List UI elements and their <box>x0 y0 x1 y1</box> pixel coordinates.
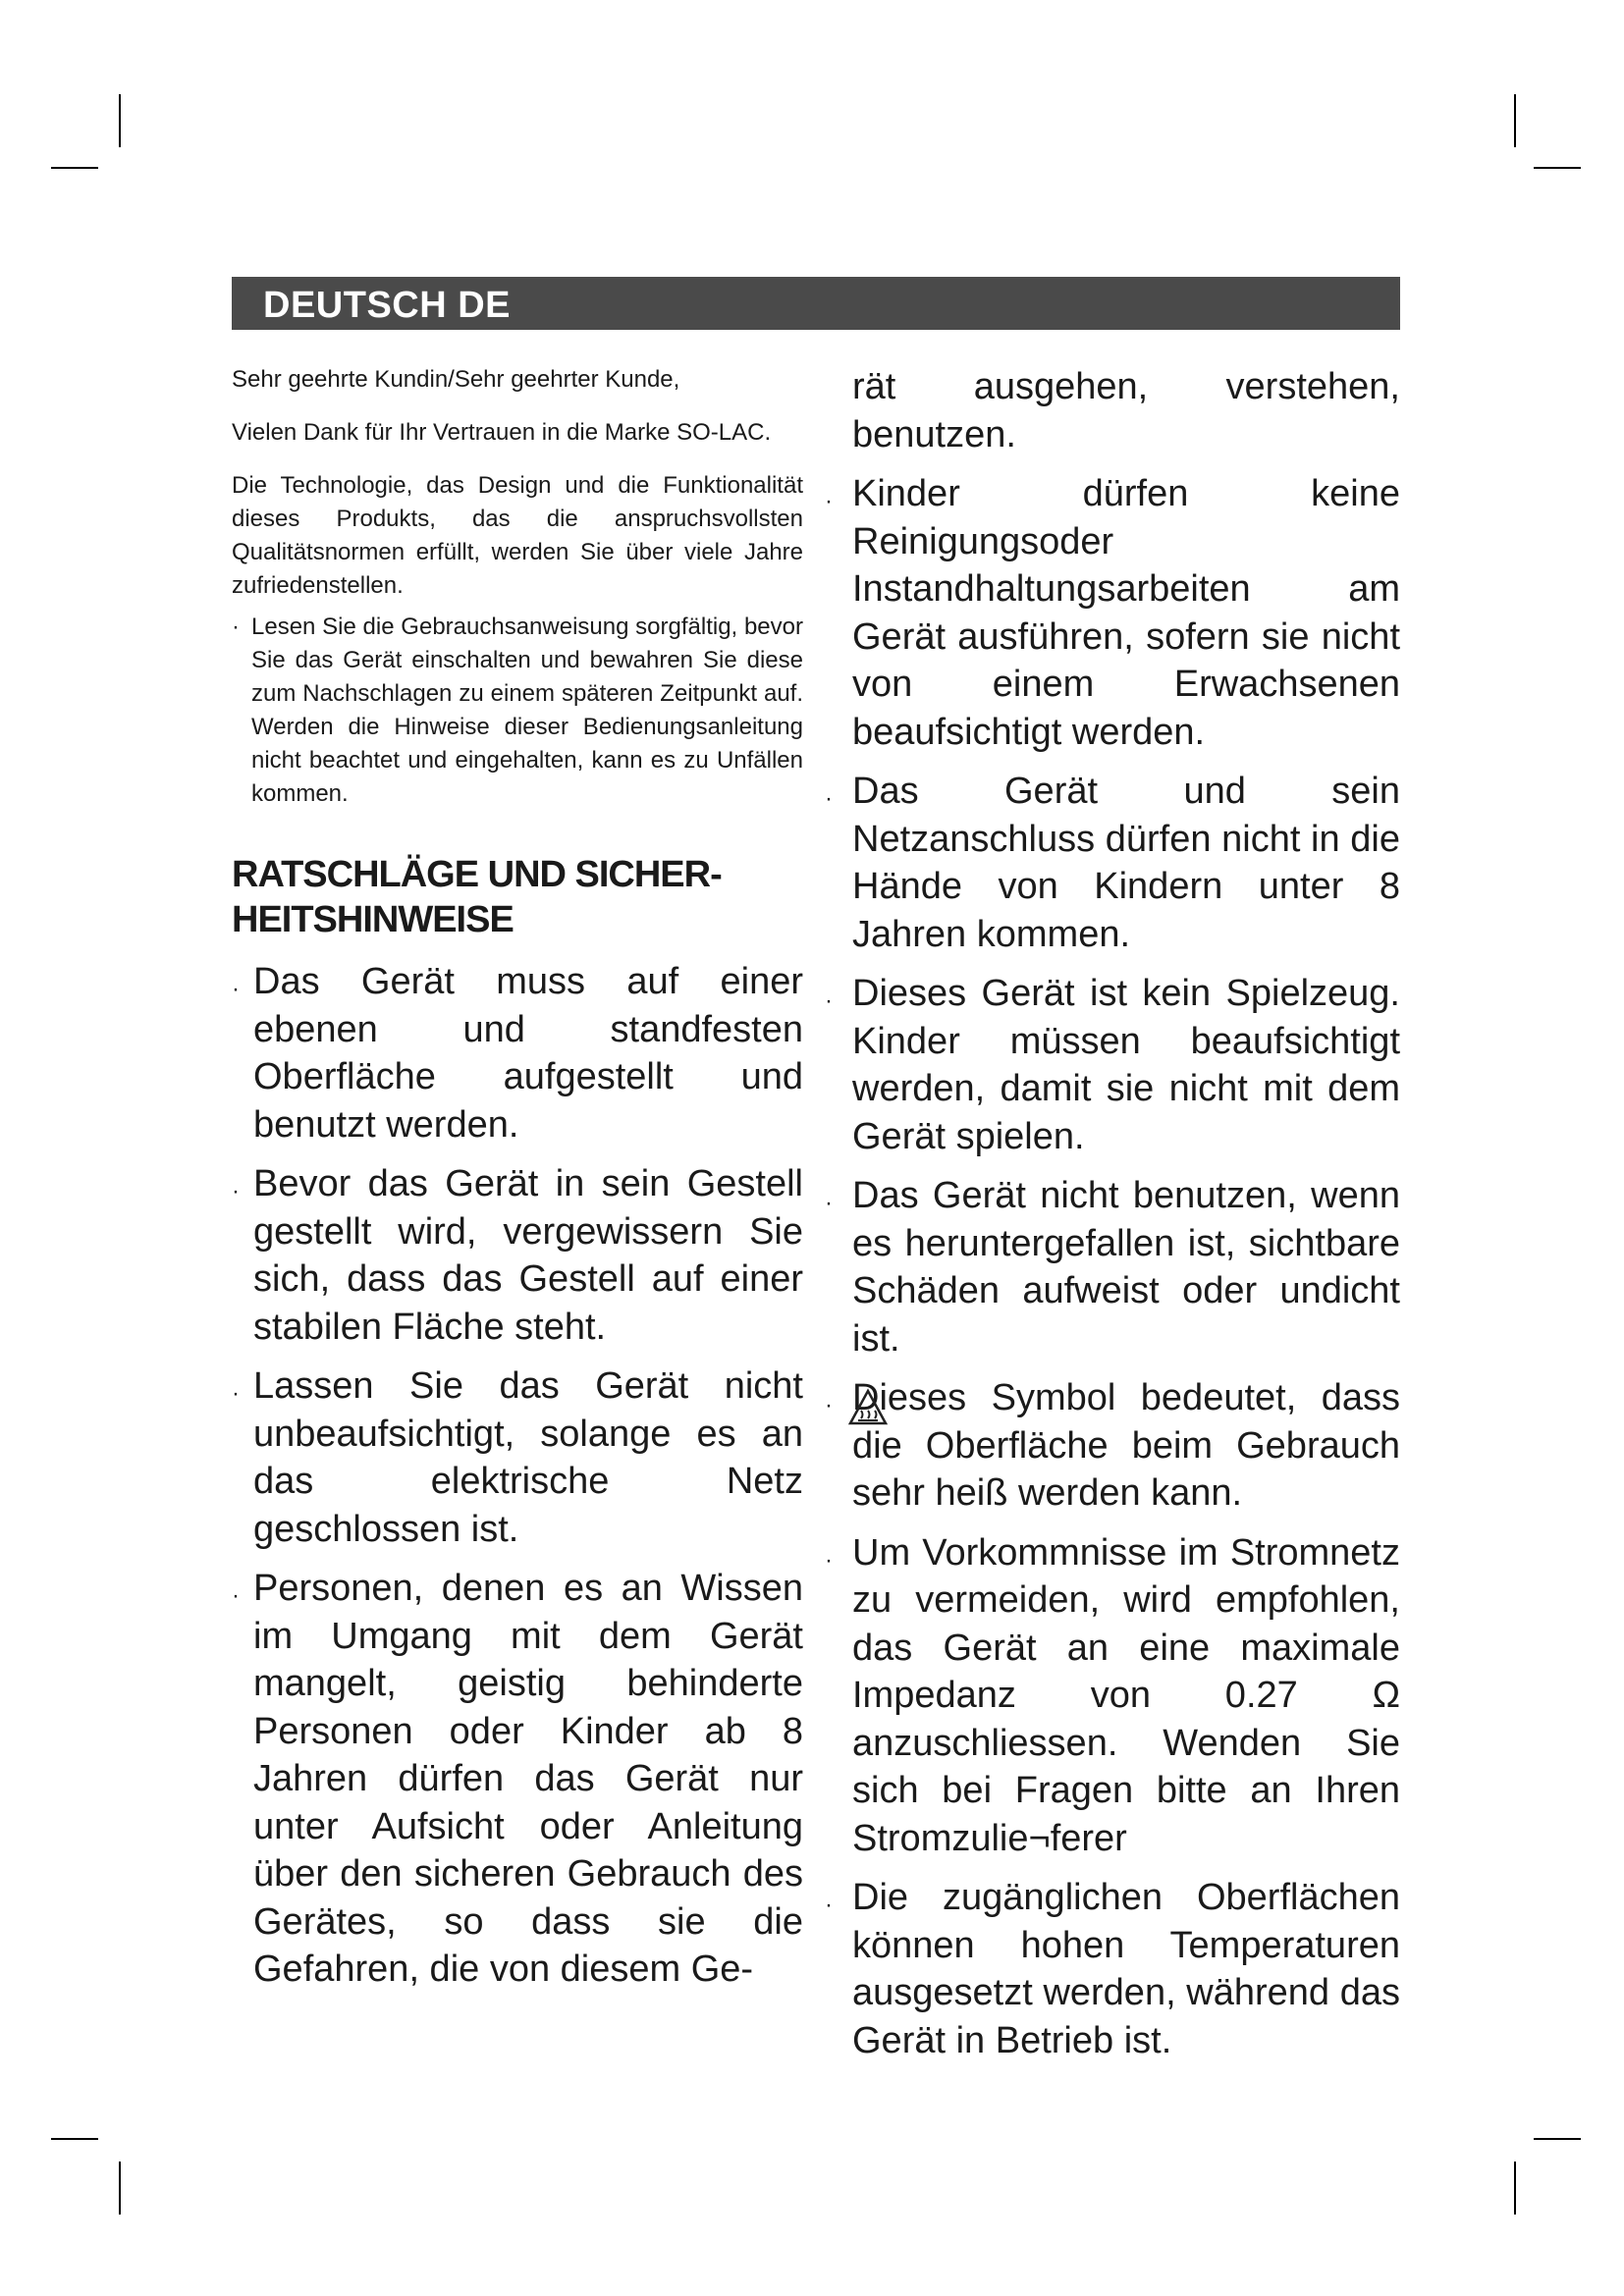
list-item-text: Das Gerät muss auf einer ebenen und standfesten Oberfläche aufgestellt und benutzt werden. <box>253 961 803 1146</box>
list-item-text: Um Vorkommnisse im Stromnetz zu vermeiden, wird empfohlen, das Gerät an eine maximale Impedanz von 0.27 Ω anzuschliessen. Wenden Sie sich bei Fragen bitte an Ihren Stromzulie¬ferer <box>852 1531 1400 1859</box>
section-title: RATSCHLÄGE UND SICHER-HEITSHINWEISE <box>232 854 722 940</box>
list-item-text: Dieses Gerät ist kein Spielzeug. Kinder müssen beaufsichtigt werden, damit sie nicht mit dem Gerät spielen. <box>852 973 1400 1157</box>
list-item-text: Lassen Sie das Gerät nicht unbeaufsichtigt, solange es an das elektrische Netz geschlossen ist. <box>253 1365 803 1550</box>
crop-mark <box>51 167 98 169</box>
list-item-symbol <box>825 1374 1400 1518</box>
list-item <box>825 768 1400 958</box>
bullet: · <box>232 976 240 1002</box>
list-item <box>232 958 803 1148</box>
bullet: · <box>232 1178 240 1204</box>
bullet: · <box>825 1892 833 1918</box>
list-item-continuation: rät ausgehen, verstehen, benutzen. <box>852 366 1400 455</box>
crop-mark <box>51 2138 98 2140</box>
thanks-paragraph: Vielen Dank für Ihr Vertrauen in die Marke SO-LAC. <box>232 419 772 446</box>
bullet: · <box>825 488 833 514</box>
list-item <box>825 470 1400 756</box>
crop-mark <box>119 2162 121 2215</box>
bullet: · <box>825 785 833 812</box>
crop-mark <box>1514 94 1516 147</box>
list-item <box>825 1529 1400 1863</box>
crop-mark <box>1514 2162 1516 2215</box>
bullet: · <box>825 1190 833 1216</box>
bullet: · <box>232 1582 240 1609</box>
bullet: · <box>825 1392 833 1418</box>
bullet: · <box>825 988 833 1014</box>
list-item <box>825 970 1400 1160</box>
list-item-text: Die zugänglichen Oberflächen können hohen Temperaturen ausgesetzt werden, während das Gerät in Betrieb ist. <box>852 1877 1400 2061</box>
greeting: Sehr geehrte Kundin/Sehr geehrter Kunde, <box>232 366 680 393</box>
list-item <box>232 1565 803 1994</box>
crop-mark <box>1534 167 1581 169</box>
bullet: · <box>232 1380 240 1407</box>
crop-mark <box>1534 2138 1581 2140</box>
list-item-text: Bevor das Gerät in sein Gestell gestellt wird, vergewissern Sie sich, dass das Gestell auf einer stabilen Fläche steht. <box>253 1163 803 1348</box>
bullet: · <box>825 1546 833 1574</box>
list-item <box>232 1362 803 1553</box>
right-column <box>825 363 1400 2076</box>
bullet: · <box>232 614 240 640</box>
read-manual-item <box>232 611 803 811</box>
list-item-text: Kinder dürfen keine Reinigungsoder Instandhaltungsarbeiten am Gerät ausführen, sofern sie nicht von einem Erwachsenen beaufsichtigt werden. <box>852 473 1400 753</box>
list-item-text: Das Gerät und sein Netzanschluss dürfen nicht in die Hände von Kindern unter 8 Jahren kommen. <box>852 771 1400 955</box>
read-manual-text: Lesen Sie die Gebrauchsanweisung sorgfältig, bevor Sie das Gerät einschalten und bewahren Sie diese zum Nachschlagen zu einem späteren Zeitpunkt auf. Werden die Hinweise dieser Bedienungsanleitung nicht beachtet und eingehalten, kann es zu Unfällen kommen. <box>251 614 803 807</box>
list-item-text: Das Gerät nicht benutzen, wenn es heruntergefallen ist, sichtbare Schäden aufweist oder undicht ist. <box>852 1175 1400 1360</box>
list-item <box>825 1172 1400 1362</box>
list-item-text: Personen, denen es an Wissen im Umgang mit dem Gerät mangelt, geistig behinderte Personen oder Kinder ab 8 Jahren dürfen das Gerät nur unter Aufsicht oder Anleitung über den sicheren Gebrauch des Gerätes, so dass sie die Gefahren, die von diesem Ge- <box>253 1568 803 1990</box>
list-item-text: Dieses Symbol bedeutet, dass die Oberfläche beim Gebrauch sehr heiß werden kann. <box>852 1377 1400 1514</box>
technology-paragraph: Die Technologie, das Design und die Funktionalität dieses Produkts, das die anspruchsvollsten Qualitätsnormen erfüllt, werden Sie über viele Jahre zufriedenstellen. <box>232 472 803 599</box>
list-item <box>232 1160 803 1351</box>
crop-mark <box>119 94 121 147</box>
list-item <box>825 1874 1400 2064</box>
language-header: DEUTSCH DE <box>232 277 1400 330</box>
hot-surface-warning-icon <box>848 1388 888 1427</box>
left-column <box>232 363 803 2005</box>
